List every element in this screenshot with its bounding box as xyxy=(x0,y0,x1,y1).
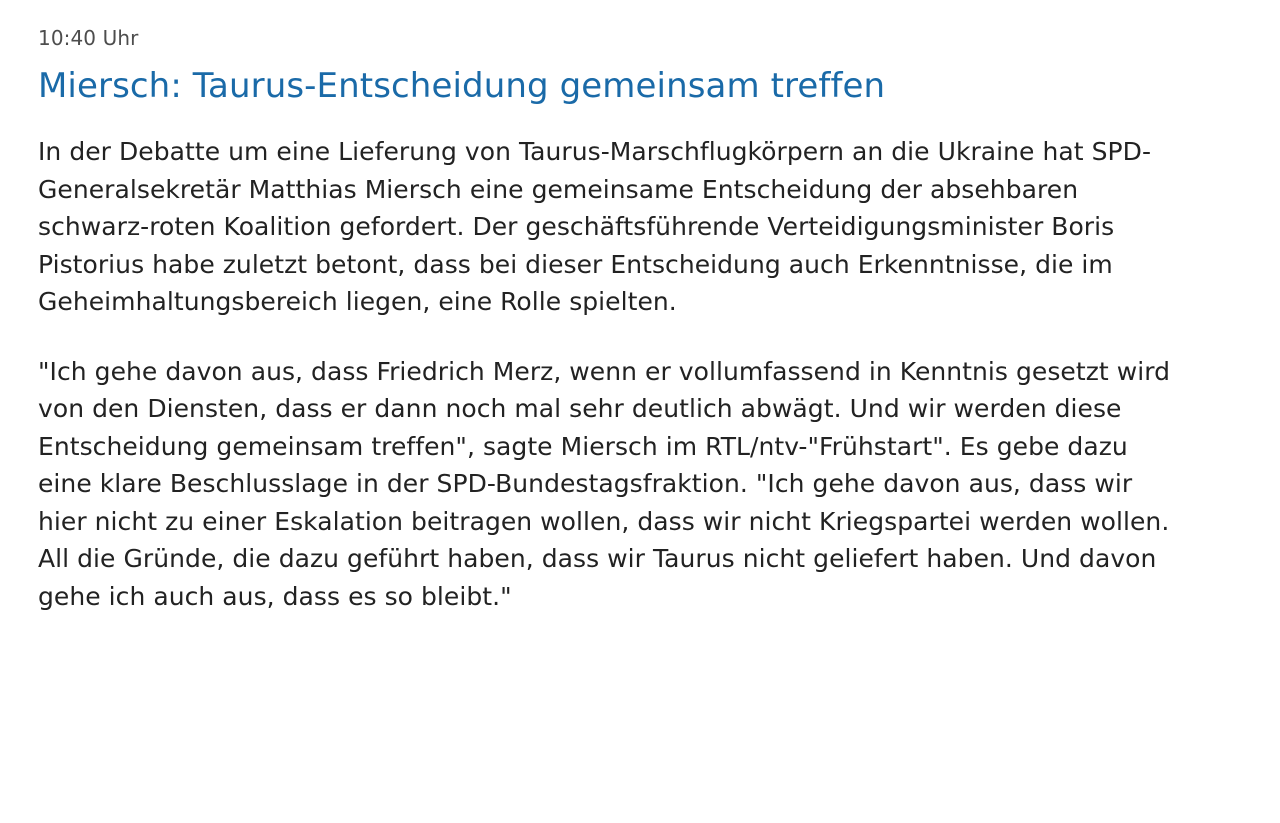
article-timestamp: 10:40 Uhr xyxy=(38,26,139,50)
article-paragraph: "Ich gehe davon aus, dass Friedrich Merz, wenn er vollumfassend in Kenntnis gesetzt wird von den Diensten, dass er dann noch mal sehr deutlich abwägt. Und wir werden diese Entscheidung gemeinsam treffen", sagte Miersch im RTL/ntv-"Frühstart". Es gebe dazu eine klare Beschlusslage in der SPD-Bundestagsfraktion. "Ich gehe davon aus, dass wir hier nicht zu einer Eskalation beitragen wollen, dass wir nicht Kriegspartei werden wollen. All die Gründe, die dazu geführt haben, dass wir Taurus nicht geliefert haben. Und davon gehe ich auch aus, dass es so bleibt." xyxy=(38,356,1171,611)
article-headline: Miersch: Taurus-Entscheidung gemeinsam treffen xyxy=(38,66,886,106)
article-paragraph: In der Debatte um eine Lieferung von Taurus-Marschflugkörpern an die Ukraine hat SPD-Generalsekretär Matthias Miersch eine gemeinsame Entscheidung der absehbaren schwarz-roten Koalition gefordert. Der geschäftsführende Verteidigungsminister Boris Pistorius habe zuletzt betont, dass bei dieser Entscheidung auch Erkenntnisse, die im Geheimhaltungsbereich liegen, eine Rolle spielten. xyxy=(38,137,1152,317)
